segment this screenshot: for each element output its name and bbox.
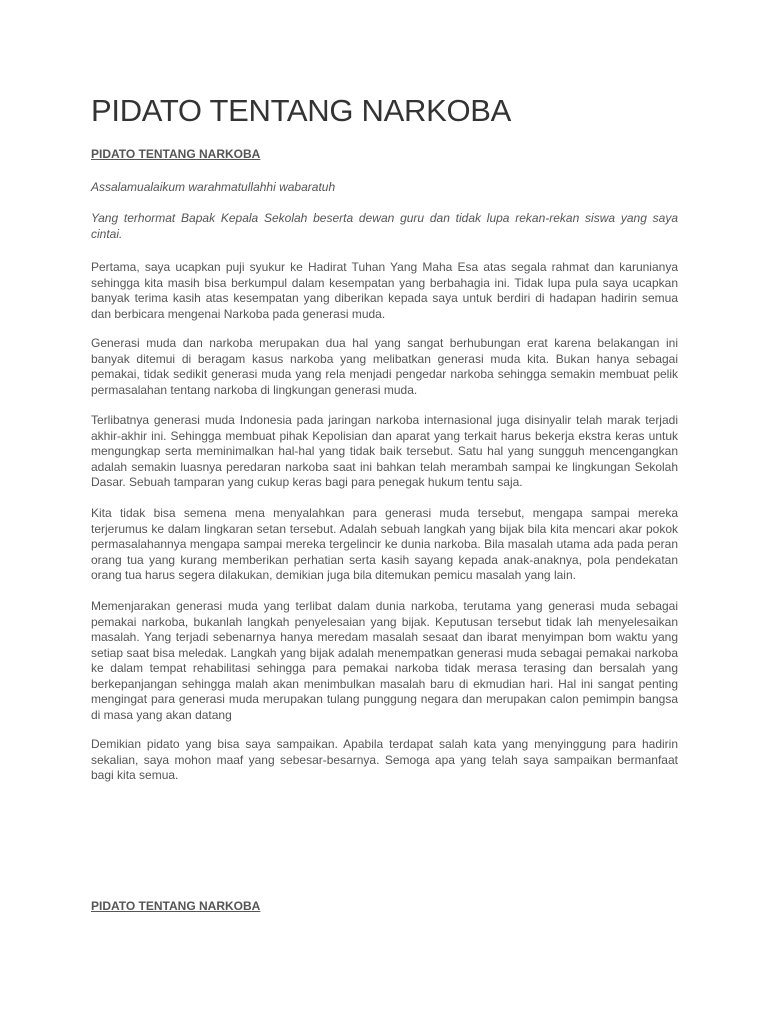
document-subtitle: PIDATO TENTANG NARKOBA (91, 147, 261, 161)
paragraph-rehabilitation: Memenjarakan generasi muda yang terlibat dalam dunia narkoba, terutama yang generasi muda sebagai pemakai narkoba, bukanlah langkah penyelesaian yang bijak. Keputusan tersebut tidak lah menyelesaikan masalah. Yang terjadi sebenarnya hanya meredam masalah sesaat dan ibarat menyimpan bom waktu yang setiap saat bisa meledak. Langkah yang bijak adalah menempatkan generasi muda sebagai pemakai narkoba ke dalam tempat rehabilitasi sehingga para pemakai narkoba tidak merasa terasing dan bersalah yang berkepanjangan sehingga malah akan menimbulkan masalah baru di ekmudian hari. Hal ini sangat penting mengingat para generasi muda merupakan tulang punggung negara dan merupakan calon pemimpin bangsa di masa yang akan datang (91, 599, 678, 722)
paragraph-opening: Pertama, saya ucapkan puji syukur ke Hadirat Tuhan Yang Maha Esa atas segala rahmat dan karunianya sehingga kita masih bisa berkumpul dalam kesempatan yang berbahagia ini. Tidak lupa pula saya ucapkan banyak terima kasih atas kesempatan yang diberikan kepada saya untuk berdiri di hadapan hadirin semua dan berbicara mengenai Narkoba pada generasi muda. (91, 260, 678, 321)
paragraph-closing: Demikian pidato yang bisa saya sampaikan. Apabila terdapat salah kata yang menyinggung para hadirin sekalian, saya mohon maaf yang sebesar-besarnya. Semoga apa yang telah saya sampaikan bermanfaat bagi kita semua. (91, 737, 678, 782)
document-title: PIDATO TENTANG NARKOBA (91, 93, 512, 128)
paragraph-international-network: Terlibatnya generasi muda Indonesia pada jaringan narkoba internasional juga disinyalir telah marak terjadi akhir-akhir ini. Sehingga membuat pihak Kepolisian dan aparat yang terkait harus bekerja ekstra keras untuk mengungkap serta meminimalkan hal-hal yang tidak baik tersebut. Satu hal yang sungguh mencengangkan adalah semakin luasnya peredaran narkoba saat ini bahkan telah merambah sampai ke lingkungan Sekolah Dasar. Sebuah tamparan yang cukup keras bagi para penegak hukum tentu saja. (91, 413, 678, 489)
greeting-text: Assalamualaikum warahmatullahhi wabaratuh (91, 180, 336, 194)
footer-subtitle: PIDATO TENTANG NARKOBA (91, 899, 261, 913)
honorific-text: Yang terhormat Bapak Kepala Sekolah beserta dewan guru dan tidak lupa rekan-rekan siswa yang saya cintai. (91, 211, 678, 241)
paragraph-youth-and-drugs: Generasi muda dan narkoba merupakan dua hal yang sangat berhubungan erat karena belakangan ini banyak ditemui di beragam kasus narkoba yang melibatkan generasi muda kita. Bukan hanya sebagai pemakai, tidak sedikit generasi muda yang rela menjadi pengedar narkoba sehingga semakin membuat pelik permasalahan tentang narkoba di lingkungan generasi muda. (91, 336, 678, 397)
paragraph-root-cause: Kita tidak bisa semena mena menyalahkan para generasi muda tersebut, mengapa sampai mereka terjerumus ke dalam lingkaran setan tersebut. Adalah sebuah langkah yang bijak bila kita mencari akar pokok permasalahannya mengapa sampai mereka tergelincir ke dunia narkoba. Bila masalah utama ada pada peran orang tua yang kurang memberikan perhatian serta kasih sayang kepada anak-anaknya, pola pendekatan orang tua harus segera dilakukan, demikian juga bila ditemukan pemicu masalah yang lain. (91, 506, 678, 582)
